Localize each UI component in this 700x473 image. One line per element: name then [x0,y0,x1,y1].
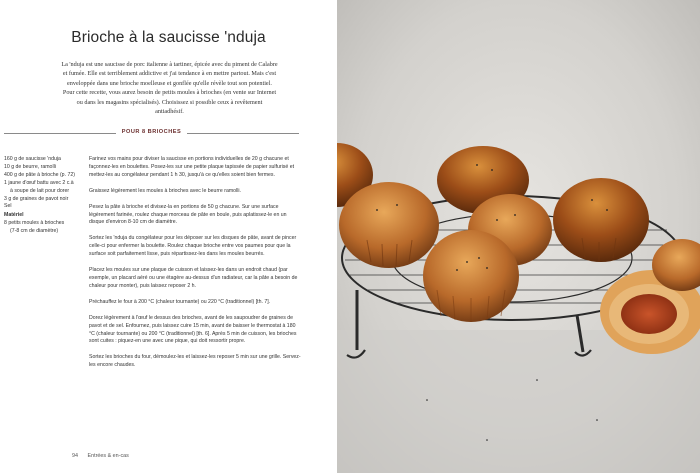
step-paragraph: Graissez légèrement les moules à brioches avec le beurre ramolli. [89,187,241,194]
ingredient-item: 1 jaune d'œuf battu avec 2 c.à [4,179,74,186]
left-page [0,0,337,473]
brioche-photo [337,0,700,473]
page-number: 94 [72,453,78,459]
step-paragraph: Farinez vos mains pour diviser la saucisse en portions individuelles de 20 g chacune et façonnez-les en boulettes. Posez-les sur une petite plaque tapissée de papier sulfurisé et mettez-les au congélateur pendant 1 h 30, jusqu'à ce qu'elles soient bien fermes. [89,156,295,178]
section-name: Entrées & en-cas [87,453,129,459]
intro-line: ou dans les magasins spécialisés). Choisissez si possible ceux à revêtement [76,98,263,106]
step-paragraph: Placez les moules sur une plaque de cuisson et laissez-les dans un endroit chaud (par exemple, un placard aéré ou une étagère au-dessus d'un radiateur, car la pâte a besoin de chaleur pour monter), puis laissez reposer 2 h. [89,267,298,289]
step-paragraph: Sortez les brioches du four, démoulez-les et laissez-les reposer 5 min sur une grille. Servez-les encore chaudes. [89,354,301,369]
ingredient-item: Sel [4,203,12,210]
recipe-intro [36,60,303,116]
intro-line: La 'nduja est une saucisse de porc italienne à tartiner, épicée avec du piment de Calabre [61,61,278,68]
intro-line: et fumée. Elle est terriblement addictive et j'ai tendance à en mettre partout. Mais c'est [62,70,277,78]
step-paragraph: Sortez les 'nduja du congélateur pour les déposer sur les disques de pâte, avant de pincer celle-ci pour enfermer la boulette. Roulez chaque brioche entre vos paumes pour que la surface soit parfaitement lisse, puis répartissez-les dans les moules beurrés. [89,235,297,258]
intro-line: enveloppée dans une brioche moelleuse et gonflée qu'elle révèle tout son potentiel. [67,79,272,87]
method-steps [89,156,302,378]
intro-line: antiadhésif. [155,108,184,116]
divider-right [187,133,299,134]
ingredient-item: 3 g de graines de pavot noir [4,195,69,202]
step-paragraph: Dorez légèrement à l'œuf le dessus des brioches, avant de les saupoudrer de graines de pavot et de sel. Enfournez, puis laissez cuire 15 min, avant de baisser le thermostat à 180 °C (chaleur tournante) ou 200 °C (traditionnel) [th. 6]. Après 5 min de cuisson, les brioches sont cuites : piquez-en une avec une pique, qui doit ressortir propre. [89,314,297,345]
servings-label: POUR 8 BRIOCHES [121,129,182,135]
recipe-title: Brioche à la saucisse 'nduja [71,29,266,46]
step-paragraph: Préchauffez le four à 200 °C (chaleur tournante) ou 220 °C (traditionnel) [th. 7]. [89,298,271,305]
divider-left [4,133,116,134]
materiel-heading: Matériel [4,212,24,219]
page-footer [72,453,137,459]
step-paragraph: Pesez la pâte à brioche et divisez-la en portions de 50 g chacune. Sur une surface légèrement farinée, roulez chaque morceau de pâte en boule, puis aplatissez-le en un disque d'environ 8-10 cm de diamètre. [89,203,287,226]
servings-header [4,128,299,138]
intro-line: Pour cette recette, vous aurez besoin de petits moules à brioches (en vente sur Internet [62,89,277,97]
ingredient-item: à soupe de lait pour dorer [10,187,70,194]
ingredients-list [4,156,84,236]
materiel-item: (7-8 cm de diamètre) [10,228,59,235]
ingredient-item: 10 g de beurre, ramolli [4,163,56,170]
ingredient-item: 400 g de pâte à brioche (p. 72) [4,171,75,178]
materiel-item: 8 petits moules à brioches [4,220,65,227]
ingredient-item: 160 g de saucisse 'nduja [4,156,61,162]
